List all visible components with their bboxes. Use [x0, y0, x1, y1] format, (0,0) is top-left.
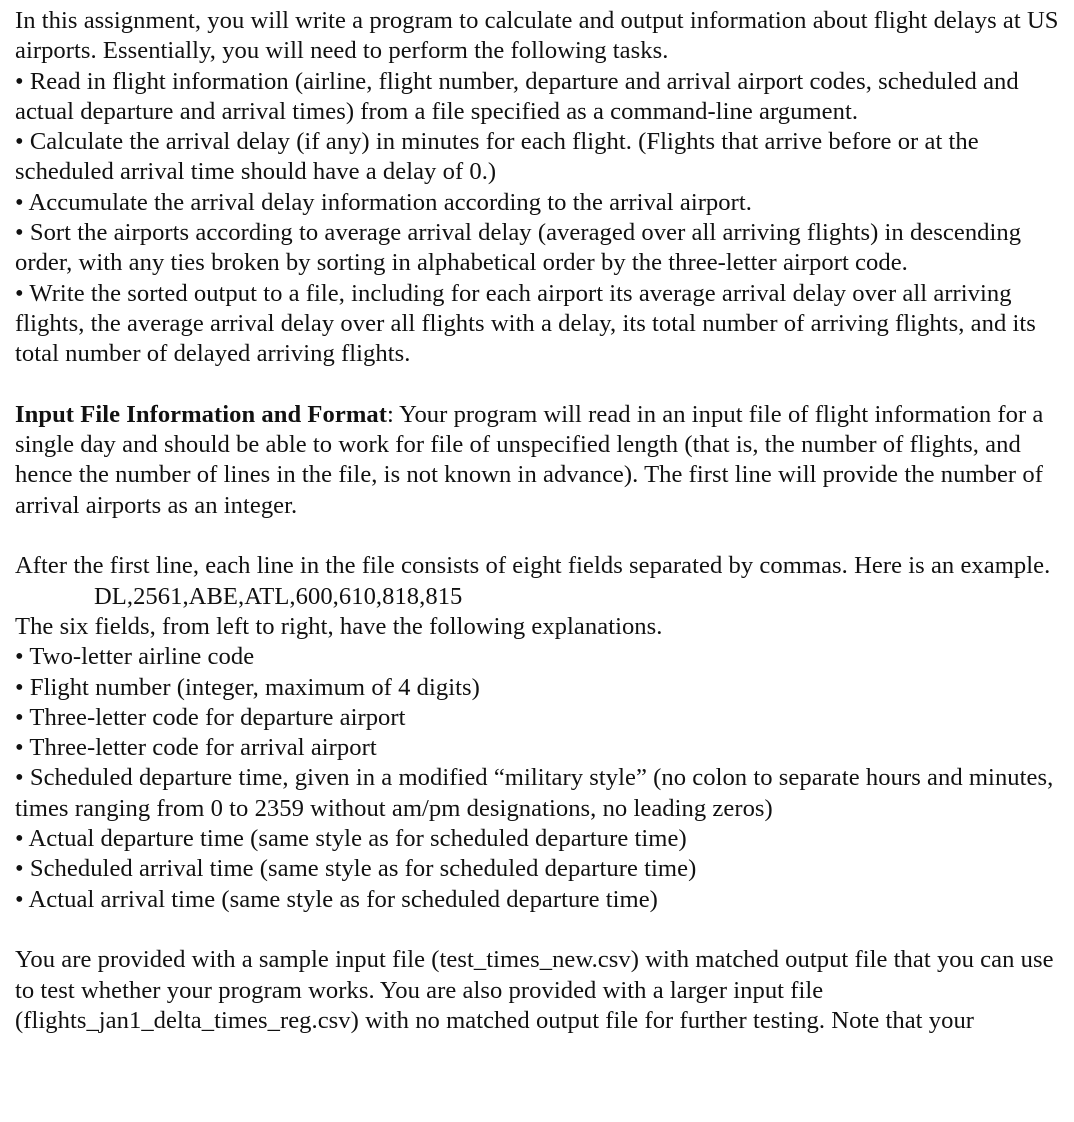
task-item-calculate: • Calculate the arrival delay (if any) in minutes for each flight. (Flights that arrive before or at the scheduled arrival time should have a delay of 0.) [15, 128, 979, 186]
document-body [15, 6, 1067, 1036]
field-item-scheduled-arrival: • Scheduled arrival time (same style as for scheduled departure time) [15, 855, 697, 883]
field-item-departure-airport: • Three-letter code for departure airport [15, 703, 406, 731]
input-format-text: : Your program will read in an input file of flight information for a single day and should be able to work for file of unspecified length (that is, the number of flights, and hence the number of lines in the file, is not known in advance). The first line will provide the number of arrival airports as an integer. [15, 400, 1044, 519]
field-item-scheduled-departure: • Scheduled departure time, given in a modified “military style” (no colon to separate hours and minutes, times ranging from 0 to 2359 without am/pm designations, no leading zeros) [15, 764, 1054, 822]
example-line: DL,2561,ABE,ATL,600,610,818,815 [94, 582, 463, 610]
field-item-airline: • Two-letter airline code [15, 643, 255, 671]
task-item-sort: • Sort the airports according to average arrival delay (averaged over all arriving flights) in descending order, with any ties broken by sorting in alphabetical order by the three-letter airport code. [15, 219, 1022, 277]
field-item-flight-number: • Flight number (integer, maximum of 4 digits) [15, 673, 480, 701]
field-item-actual-departure: • Actual departure time (same style as for scheduled departure time) [15, 825, 687, 853]
paragraph-gap [15, 370, 1067, 400]
task-item-accumulate: • Accumulate the arrival delay information according to the arrival airport. [15, 188, 752, 216]
paragraph-gap [15, 915, 1067, 945]
field-item-actual-arrival: • Actual arrival time (same style as for scheduled departure time) [15, 885, 658, 913]
paragraph-gap [15, 521, 1067, 551]
intro-paragraph: In this assignment, you will write a program to calculate and output information about flight delays at US airports. Essentially, you will need to perform the following tasks. [15, 7, 1059, 65]
fields-intro-paragraph: After the first line, each line in the file consists of eight fields separated by commas. Here is an example. [15, 552, 1051, 580]
field-item-arrival-airport: • Three-letter code for arrival airport [15, 734, 377, 762]
closing-paragraph: You are provided with a sample input file (test_times_new.csv) with matched output file that you can use to test whether your program works. You are also provided with a larger input file (flights_jan1_delta_times_reg.csv) with no matched output file for further testing. Note that your [15, 946, 1054, 1034]
task-item-read: • Read in flight information (airline, flight number, departure and arrival airport codes, scheduled and actual departure and arrival times) from a file specified as a command-line argument. [15, 67, 1019, 125]
input-format-paragraph [15, 400, 1067, 521]
fields-lead: The six fields, from left to right, have the following explanations. [15, 612, 663, 640]
input-format-heading: Input File Information and Format [15, 400, 387, 428]
task-item-write: • Write the sorted output to a file, including for each airport its average arrival delay over all arriving flights, the average arrival delay over all flights with a delay, its total number of arriving flights, and its total number of delayed arriving flights. [15, 279, 1036, 368]
